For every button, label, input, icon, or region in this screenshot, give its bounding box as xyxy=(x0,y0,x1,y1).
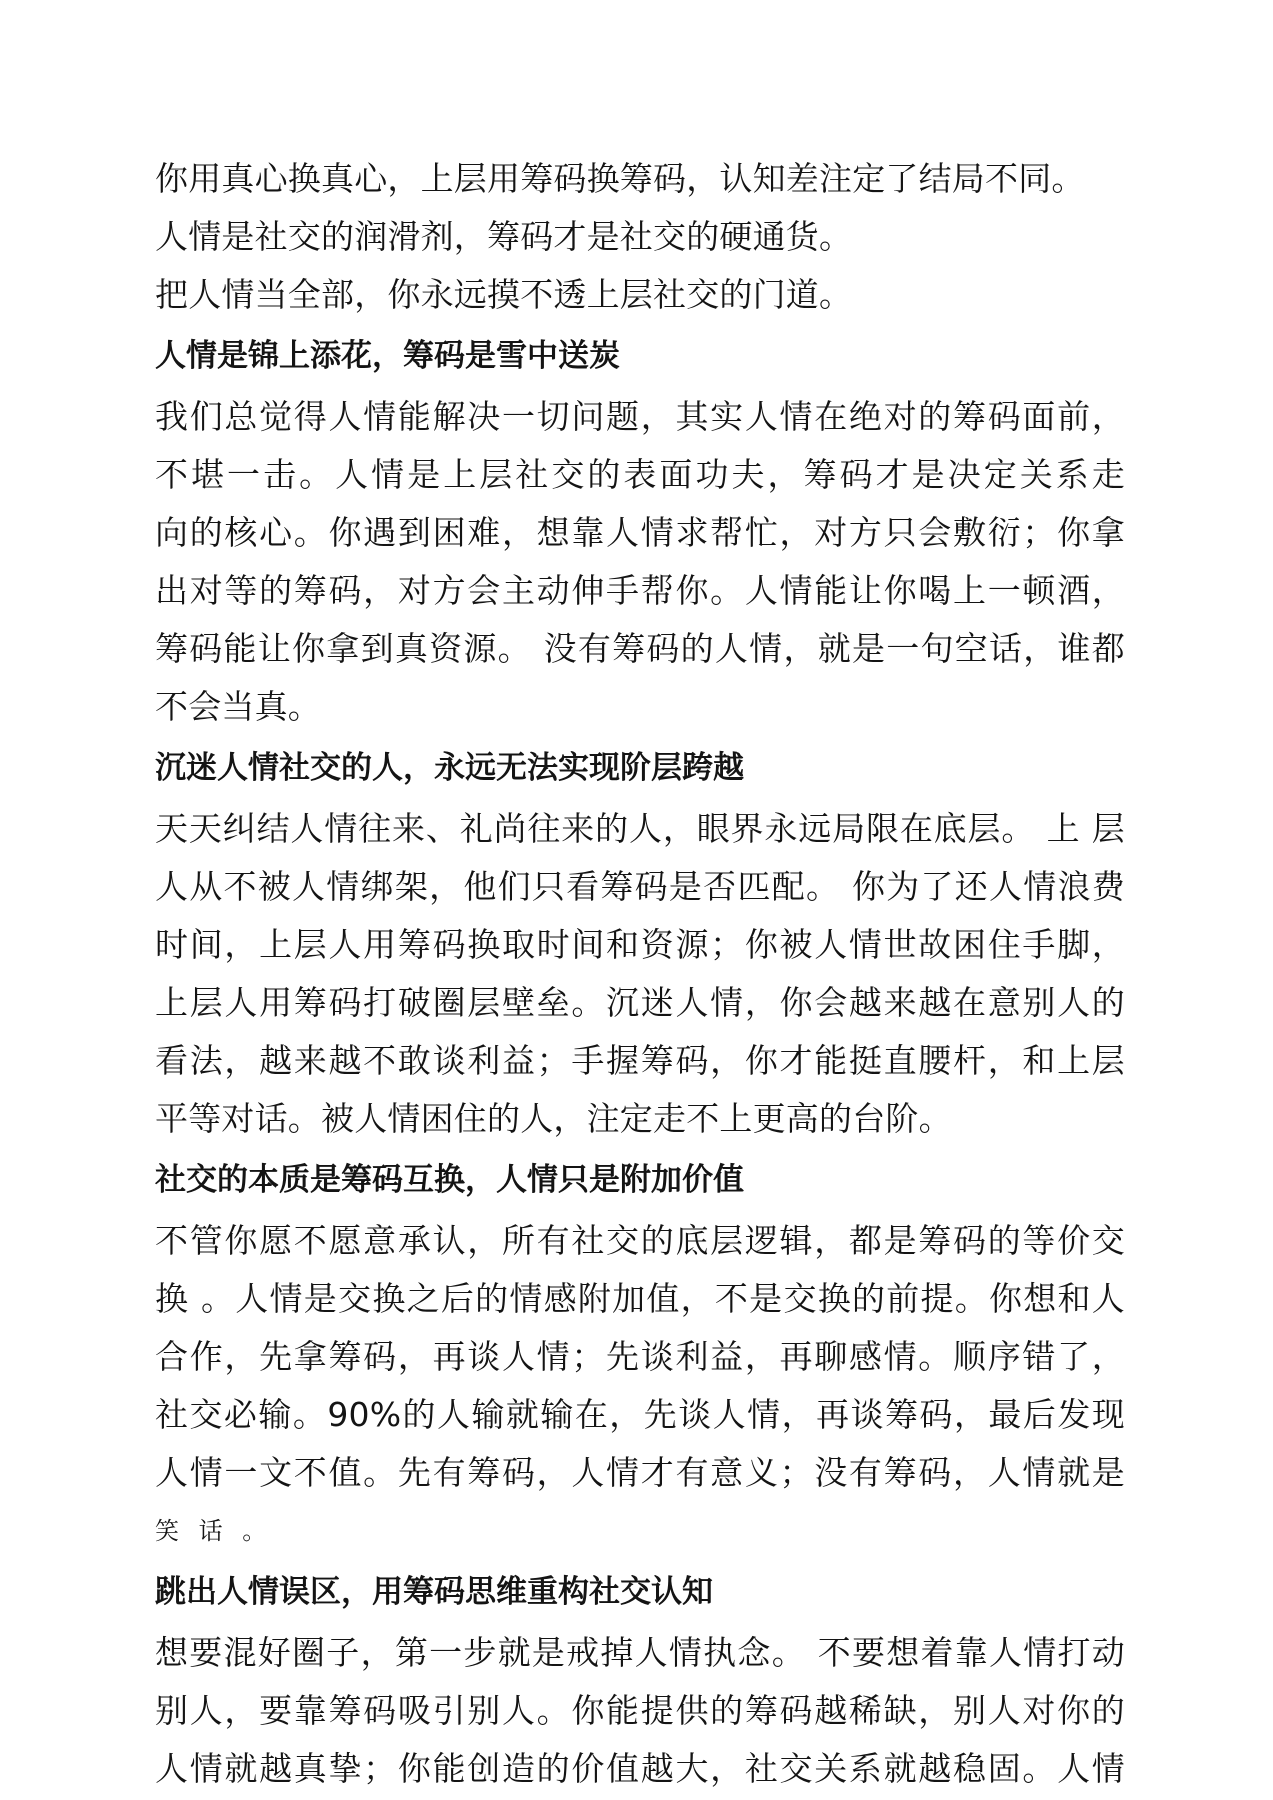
article-body xyxy=(155,150,1125,1798)
paragraph-line: 时间，上层人用筹码换取时间和资源；你被人情世故困住手脚， xyxy=(155,925,1125,964)
intro-block xyxy=(155,150,1125,324)
section-2 xyxy=(155,736,1125,1148)
intro-line: 你用真心换真心，上层用筹码换筹码，认知差注定了结局不同。 xyxy=(155,159,1085,198)
intro-line: 人情是社交的润滑剂，筹码才是社交的硬通货。 xyxy=(155,217,853,256)
section-paragraph xyxy=(155,388,1125,736)
section-paragraph xyxy=(155,800,1125,1148)
section-paragraph xyxy=(155,1624,1125,1798)
paragraph-line: 出对等的筹码，对方会主动伸手帮你。人情能让你喝上一顿酒， xyxy=(155,571,1125,610)
intro-line: 把人情当全部，你永远摸不透上层社交的门道。 xyxy=(155,275,853,314)
paragraph-line: 笑 话 。 xyxy=(155,1517,273,1545)
paragraph-line: 不堪一击。人情是上层社交的表面功夫，筹码才是决定关系走 xyxy=(155,455,1125,494)
paragraph-line: 筹码能让你拿到真资源。 没有筹码的人情，就是一句空话，谁都 xyxy=(155,629,1125,668)
paragraph-line: 社交必输。90%的人输就输在，先谈人情，再谈筹码，最后发现 xyxy=(155,1395,1125,1434)
paragraph-line: 我们总觉得人情能解决一切问题，其实人情在绝对的筹码面前， xyxy=(155,397,1125,436)
section-1 xyxy=(155,324,1125,736)
section-heading: 社交的本质是筹码互换，人情只是附加价值 xyxy=(155,1162,744,1198)
paragraph-line: 人情就越真挚；你能创造的价值越大，社交关系就越稳固。人情 xyxy=(155,1749,1125,1788)
section-heading: 人情是锦上添花，筹码是雪中送炭 xyxy=(155,338,620,374)
paragraph-line: 不会当真。 xyxy=(155,687,321,726)
paragraph-line: 不管你愿不愿意承认，所有社交的底层逻辑，都是筹码的等价交 xyxy=(155,1221,1125,1260)
paragraph-line: 别人，要靠筹码吸引别人。你能提供的筹码越稀缺，别人对你的 xyxy=(155,1691,1125,1730)
section-heading: 沉迷人情社交的人，永远无法实现阶层跨越 xyxy=(155,750,744,786)
section-heading: 跳出人情误区，用筹码思维重构社交认知 xyxy=(155,1574,713,1610)
paragraph-line: 想要混好圈子，第一步就是戒掉人情执念。 不要想着靠人情打动 xyxy=(155,1633,1125,1672)
paragraph-line: 合作，先拿筹码，再谈人情；先谈利益，再聊感情。顺序错了， xyxy=(155,1337,1125,1376)
paragraph-line: 看法，越来越不敢谈利益；手握筹码，你才能挺直腰杆，和上层 xyxy=(155,1041,1125,1080)
paragraph-line: 向的核心。你遇到困难，想靠人情求帮忙，对方只会敷衍；你拿 xyxy=(155,513,1125,552)
paragraph-line: 换 。人情是交换之后的情感附加值，不是交换的前提。你想和人 xyxy=(155,1279,1125,1318)
paragraph-line: 人情一文不值。先有筹码，人情才有意义；没有筹码，人情就是 xyxy=(155,1453,1125,1492)
section-3 xyxy=(155,1148,1125,1560)
paragraph-line: 天天纠结人情往来、礼尚往来的人，眼界永远局限在底层。 上 层 xyxy=(155,809,1125,848)
paragraph-line: 上层人用筹码打破圈层壁垒。沉迷人情，你会越来越在意别人的 xyxy=(155,983,1125,1022)
section-4 xyxy=(155,1560,1125,1798)
paragraph-line: 人从不被人情绑架，他们只看筹码是否匹配。 你为了还人情浪费 xyxy=(155,867,1125,906)
section-paragraph xyxy=(155,1212,1125,1560)
paragraph-line: 平等对话。被人情困住的人，注定走不上更高的台阶。 xyxy=(155,1099,952,1138)
